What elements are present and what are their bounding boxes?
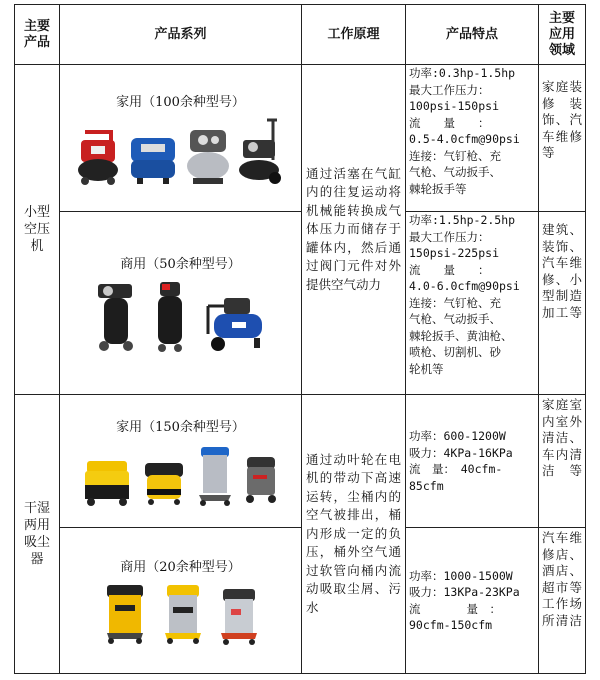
red-compressor-icon — [75, 124, 121, 186]
steel-vacuum-icon — [195, 441, 235, 507]
product-vacuum: 干湿 两用 吸尘 器 — [15, 395, 60, 674]
header-principle: 工作原理 — [302, 5, 406, 65]
feature-line: 气枪、气动扳手、 — [409, 312, 501, 326]
feature-line: 流 量 ： — [409, 601, 501, 616]
feature-line: 流 量： 40cfm- — [409, 462, 503, 476]
wheeled-compressor-icon — [237, 116, 287, 186]
feature-line: 最大工作压力： — [409, 82, 490, 97]
principle-vacuum: 通过动叶轮在电机的带动下高速运转，尘桶内的空气被排出，桶内形成一定的负压，桶外空气通过软管向桶内流动吸取尘屑、污水 — [302, 395, 406, 674]
feature-line: 棘轮扳手等 — [409, 181, 467, 196]
product-compressor: 小型 空压 机 — [15, 65, 60, 395]
feature-line: 150psi-225psi — [409, 246, 500, 260]
feature-line: 功率:0.3hp-1.5hp — [409, 66, 516, 80]
features-vacuum-home — [406, 395, 539, 528]
header-area: 主要 应用 领域 — [539, 5, 586, 65]
features-compressor-commercial — [406, 212, 539, 395]
feature-line: 流 量 ： — [409, 262, 490, 277]
feature-line: 90cfm-150cfm — [409, 618, 493, 632]
principle-compressor: 通过活塞在气缸内的往复运动将机械能转换成气体压力而储存于罐体内，然后通过阀门元件对外提供空气动力 — [302, 65, 406, 395]
product-table — [14, 4, 586, 674]
feature-line: 流 量 ： — [409, 115, 490, 130]
upright-compressor-icon — [152, 278, 188, 354]
blue-tank-compressor-icon — [202, 290, 268, 354]
feature-line: 喷枪、切割机、砂 — [409, 345, 501, 359]
grey-vacuum-icon — [241, 453, 281, 507]
feature-line: 0.5-4.0cfm@90psi — [409, 132, 520, 146]
feature-line: 功率：600-1200W — [409, 429, 506, 443]
feature-line: 100psi-150psi — [409, 99, 500, 113]
feature-line: 连接：气钉枪、充 — [409, 295, 501, 310]
feature-line: 吸力：13KPa-23KPa — [409, 585, 520, 599]
area-compressor-commercial: 建筑、装饰、汽车维修、小型制造加工等 — [539, 212, 586, 395]
silver-compressor-icon — [185, 126, 231, 186]
feature-line: 轮机等 — [409, 361, 444, 376]
area-vacuum-commercial: 汽车维修店、酒店、超市等工作场所清洁 — [539, 528, 586, 674]
feature-line: 棘轮扳手、黄油枪、 — [409, 328, 513, 343]
series-compressor-home — [60, 65, 302, 212]
area-compressor-home: 家庭装修装饰、汽车维修等 — [539, 65, 586, 212]
feature-line: 功率:1.5hp-2.5hp — [409, 213, 516, 227]
yellow-drum-vacuum-icon — [101, 581, 149, 645]
feature-line: 吸力：4KPa-16KPa — [409, 445, 513, 460]
features-compressor-home — [406, 65, 539, 212]
features-vacuum-commercial — [406, 528, 539, 674]
series-compressor-commercial — [60, 212, 302, 395]
header-main-product: 主要 产品 — [15, 5, 60, 65]
series-vacuum-commercial — [60, 528, 302, 674]
series-label: 家用（150余种型号） — [116, 419, 245, 435]
series-label: 商用（50余种型号） — [120, 256, 241, 272]
steel-drum-vacuum-icon — [161, 581, 205, 645]
feature-line: 功率：1000-1500W — [409, 568, 513, 583]
feature-line: 最大工作压力： — [409, 229, 490, 244]
blue-compressor-icon — [127, 130, 179, 186]
header-series: 产品系列 — [60, 5, 302, 65]
vertical-compressor-icon — [94, 278, 138, 354]
area-vacuum-home: 家庭室内室外清洁、车内清洁等 — [539, 395, 586, 528]
series-vacuum-home — [60, 395, 302, 528]
feature-line: 85cfm — [409, 478, 444, 493]
header-features: 产品特点 — [406, 5, 539, 65]
chrome-drum-vacuum-icon — [217, 585, 261, 645]
yellow-vacuum-icon — [81, 455, 133, 507]
feature-line: 气枪、气动扳手、 — [409, 165, 501, 179]
series-label: 商用（20余种型号） — [120, 560, 241, 575]
feature-line: 连接：气钉枪、充 — [409, 148, 501, 163]
feature-line: 4.0-6.0cfm@90psi — [409, 279, 520, 293]
series-label: 家用（100余种型号） — [116, 94, 245, 110]
yellow-canister-vacuum-icon — [139, 457, 189, 507]
